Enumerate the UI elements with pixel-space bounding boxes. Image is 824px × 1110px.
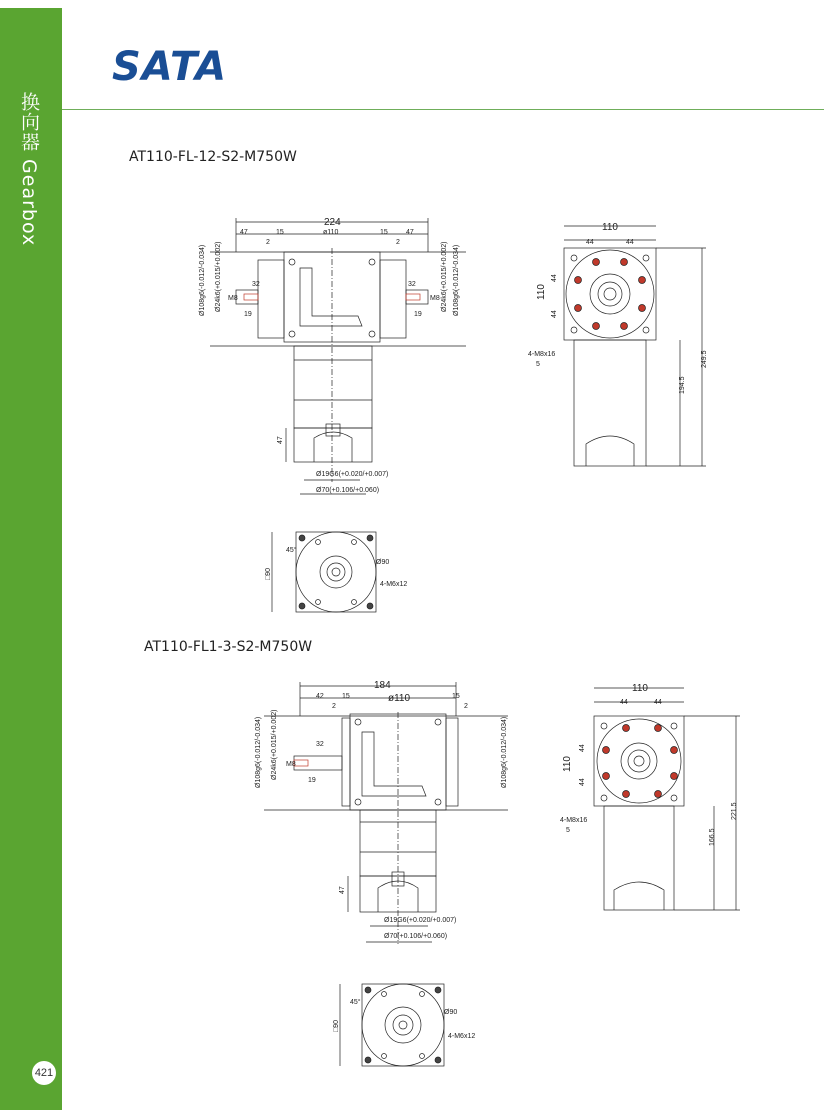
sv2-input-pilot: Ø70(+0.106/+0.060)	[384, 933, 448, 940]
brand-logo: SATA	[112, 44, 228, 90]
dim-flange-right: Ø108g6(-0.012/-0.034)	[453, 244, 460, 316]
bv1-holes: 4-M6x12	[380, 581, 408, 588]
sv2-gap-left: 2	[332, 703, 336, 710]
dim-gap-right: 2	[396, 239, 400, 246]
sidebar-title: 换向器 Gearbox	[18, 92, 40, 247]
thread-left: M8	[228, 295, 238, 302]
page-number: 421	[32, 1061, 56, 1085]
model-title-2: AT110-FL1-3-S2-M750W	[144, 639, 313, 655]
dim-offset-left-inner: 15	[276, 229, 284, 236]
thread-right: M8	[430, 295, 440, 302]
sv2-shaft-len: 32	[316, 741, 324, 748]
bv2-holes: 4-M6x12	[448, 1033, 476, 1040]
fv2-holes: 4-M8x16	[560, 817, 588, 824]
fv2-dim-a: 166.5	[709, 828, 716, 846]
dim-offset-right-inner: 15	[380, 229, 388, 236]
sidebar	[0, 8, 62, 1110]
bv1-angle: 45°	[286, 547, 297, 554]
side-view-drawing-2	[250, 676, 515, 951]
header-divider	[62, 109, 824, 110]
bv2-square: □90	[333, 1019, 340, 1032]
sv2-pilot-top: ø110	[388, 693, 411, 704]
dim-shaft-left: 32	[252, 281, 260, 288]
dim-input-pilot: Ø70(+0.106/+0.060)	[316, 487, 380, 494]
fv1-holes-depth: 5	[536, 361, 540, 368]
sv2-shaft-sub: 19	[308, 777, 316, 784]
fv2-vpitch-top: 44	[579, 744, 586, 752]
dim-input-len: 47	[277, 436, 284, 444]
fv1-holes: 4-M8x16	[528, 351, 556, 358]
fv2-holes-depth: 5	[566, 827, 570, 834]
sv2-gap-right: 2	[464, 703, 468, 710]
sv2-shaft-left: Ø24k6(+0.015/+0.002)	[271, 709, 278, 780]
dim-pilot-top: ø110	[323, 229, 339, 236]
bv1-square: □90	[265, 567, 272, 580]
fv2-width: 110	[632, 683, 648, 694]
dim-offset-left: 47	[240, 229, 248, 236]
sv2-thread: M8	[286, 761, 296, 768]
dim-gap-left: 2	[266, 239, 270, 246]
dim-shaft-left-dia: Ø24k6(+0.015/+0.002)	[215, 241, 222, 312]
dim-shaft-right-dia: Ø24k6(+0.015/+0.002)	[441, 241, 448, 312]
fv1-vpitch-bottom: 44	[551, 310, 558, 318]
front-view-drawing-1	[528, 218, 718, 473]
sv2-flange-left: Ø108g6(-0.012/-0.034)	[255, 716, 262, 788]
bottom-view-drawing-1	[262, 524, 412, 619]
sv2-offset-left-inner: 15	[342, 693, 350, 700]
dim-overall: 224	[324, 217, 341, 228]
bv1-bolt-circle: Ø90	[376, 559, 390, 566]
bv2-angle: 45°	[350, 999, 361, 1006]
front-view-drawing-2	[560, 680, 745, 920]
sv2-offset-left: 42	[316, 693, 324, 700]
dim-flange-left: Ø108g6(-0.012/-0.034)	[199, 244, 206, 316]
sv2-input-len: 47	[339, 886, 346, 894]
fv2-pitch-right: 44	[654, 699, 662, 706]
side-view-drawing-1	[196, 212, 476, 502]
sv2-overall: 184	[374, 680, 391, 691]
sv2-flange-right: Ø108g6(-0.012/-0.034)	[501, 716, 508, 788]
fv1-pitch-right: 44	[626, 239, 634, 246]
dim-offset-right: 47	[406, 229, 414, 236]
fv1-vpitch-top: 44	[551, 274, 558, 282]
fv1-dim-b: 249.5	[701, 350, 708, 368]
model-title-1: AT110-FL-12-S2-M750W	[129, 149, 297, 165]
fv2-vpitch-bottom: 44	[579, 778, 586, 786]
fv2-dim-b: 221.5	[731, 802, 738, 820]
dim-shaft-sub-left: 19	[244, 311, 252, 318]
fv2-height: 110	[562, 756, 573, 772]
fv1-dim-a: 194.5	[679, 376, 686, 394]
fv2-pitch-left: 44	[620, 699, 628, 706]
sv2-input-shaft: Ø19G6(+0.020/+0.007)	[384, 917, 457, 924]
fv1-width: 110	[602, 222, 618, 233]
dim-input-shaft: Ø19G6(+0.020/+0.007)	[316, 471, 389, 478]
sv2-offset-right-inner: 15	[452, 693, 460, 700]
dim-shaft-right: 32	[408, 281, 416, 288]
bottom-view-drawing-2	[330, 978, 480, 1073]
dim-shaft-sub-right: 19	[414, 311, 422, 318]
bv2-bolt-circle: Ø90	[444, 1009, 458, 1016]
fv1-pitch-left: 44	[586, 239, 594, 246]
fv1-height: 110	[536, 284, 547, 300]
